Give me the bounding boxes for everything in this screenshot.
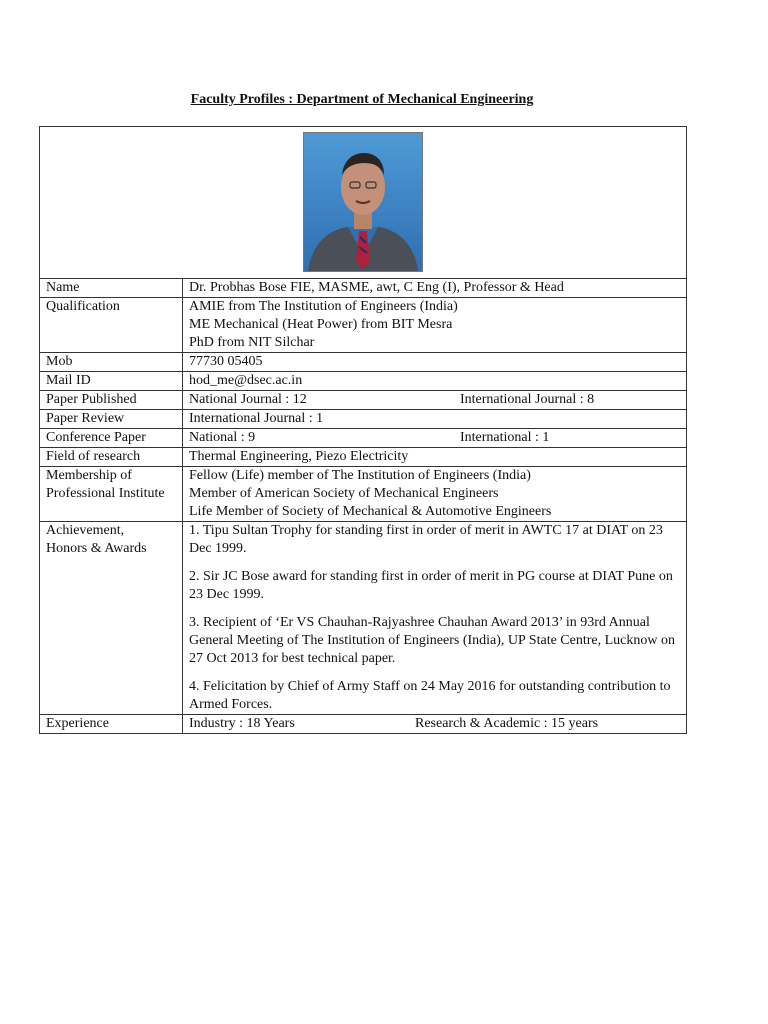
- label-achievement: [40, 522, 183, 715]
- award-item: 2. Sir JC Bose award for standing first in order of merit in PG course at DIAT Pune on 23 Dec 1999.: [189, 569, 673, 602]
- membership-line: Member of American Society of Mechanical Engineers: [189, 486, 499, 501]
- award-item: 3. Recipient of ‘Er VS Chauhan-Rajyashree Chauhan Award 2013’ in 93rd Annual General Meeting of The Institution of Engineers (India), UP State Centre, Lucknow on 27 Oct 2013 for best technical paper.: [189, 615, 675, 666]
- value-mail: hod_me@dsec.ac.in: [183, 372, 687, 391]
- value-achievement: [183, 522, 687, 715]
- row-name: [40, 279, 687, 298]
- value-field: Thermal Engineering, Piezo Electricity: [183, 448, 687, 467]
- membership-line: Fellow (Life) member of The Institution of Engineers (India): [189, 468, 531, 483]
- label-membership-line: Membership of: [46, 468, 132, 483]
- row-paper-published: [40, 391, 687, 410]
- value-experience: [183, 715, 687, 734]
- row-membership: [40, 467, 687, 522]
- qualification-line: AMIE from The Institution of Engineers (India): [189, 299, 458, 314]
- photo-cell: [40, 127, 687, 279]
- international-journal-count: International Journal : 8: [460, 392, 595, 407]
- label-qualification: Qualification: [40, 298, 183, 353]
- national-journal-count: National Journal : 12: [189, 392, 307, 407]
- value-paper-published: [183, 391, 687, 410]
- faculty-photo: [303, 132, 423, 272]
- international-conference-count: International : 1: [460, 430, 550, 445]
- row-field: [40, 448, 687, 467]
- label-field: Field of research: [40, 448, 183, 467]
- label-name: Name: [40, 279, 183, 298]
- value-mob: 77730 05405: [183, 353, 687, 372]
- row-mob: [40, 353, 687, 372]
- qualification-line: PhD from NIT Silchar: [189, 335, 315, 350]
- label-paper-published: Paper Published: [40, 391, 183, 410]
- value-name: Dr. Probhas Bose FIE, MASME, awt, C Eng (I), Professor & Head: [183, 279, 687, 298]
- row-achievement: [40, 522, 687, 715]
- page-title: Faculty Profiles : Department of Mechanical Engineering: [190, 92, 534, 107]
- value-paper-review: International Journal : 1: [183, 410, 687, 429]
- award-item: 4. Felicitation by Chief of Army Staff on 24 May 2016 for outstanding contribution to Armed Forces.: [189, 679, 671, 712]
- label-achievement-line: Achievement,: [46, 523, 125, 538]
- label-experience: Experience: [40, 715, 183, 734]
- label-paper-review: Paper Review: [40, 410, 183, 429]
- value-conference: [183, 429, 687, 448]
- label-membership-line: Professional Institute: [46, 486, 165, 501]
- value-qualification: [183, 298, 687, 353]
- row-conference: [40, 429, 687, 448]
- row-qualification: [40, 298, 687, 353]
- label-achievement-line: Honors & Awards: [46, 541, 147, 556]
- national-conference-count: National : 9: [189, 430, 256, 445]
- academic-experience: Research & Academic : 15 years: [415, 716, 599, 731]
- photo-row: [40, 127, 687, 279]
- row-paper-review: [40, 410, 687, 429]
- label-conference: Conference Paper: [40, 429, 183, 448]
- award-item: 1. Tipu Sultan Trophy for standing first in order of merit in AWTC 17 at DIAT on 23 Dec 1999.: [189, 523, 663, 556]
- label-mail: Mail ID: [40, 372, 183, 391]
- label-mob: Mob: [40, 353, 183, 372]
- row-experience: [40, 715, 687, 734]
- membership-line: Life Member of Society of Mechanical & Automotive Engineers: [189, 504, 552, 519]
- value-membership: [183, 467, 687, 522]
- row-mail: [40, 372, 687, 391]
- profile-table: [39, 126, 687, 734]
- industry-experience: Industry : 18 Years: [189, 716, 295, 731]
- label-membership: [40, 467, 183, 522]
- qualification-line: ME Mechanical (Heat Power) from BIT Mesra: [189, 317, 453, 332]
